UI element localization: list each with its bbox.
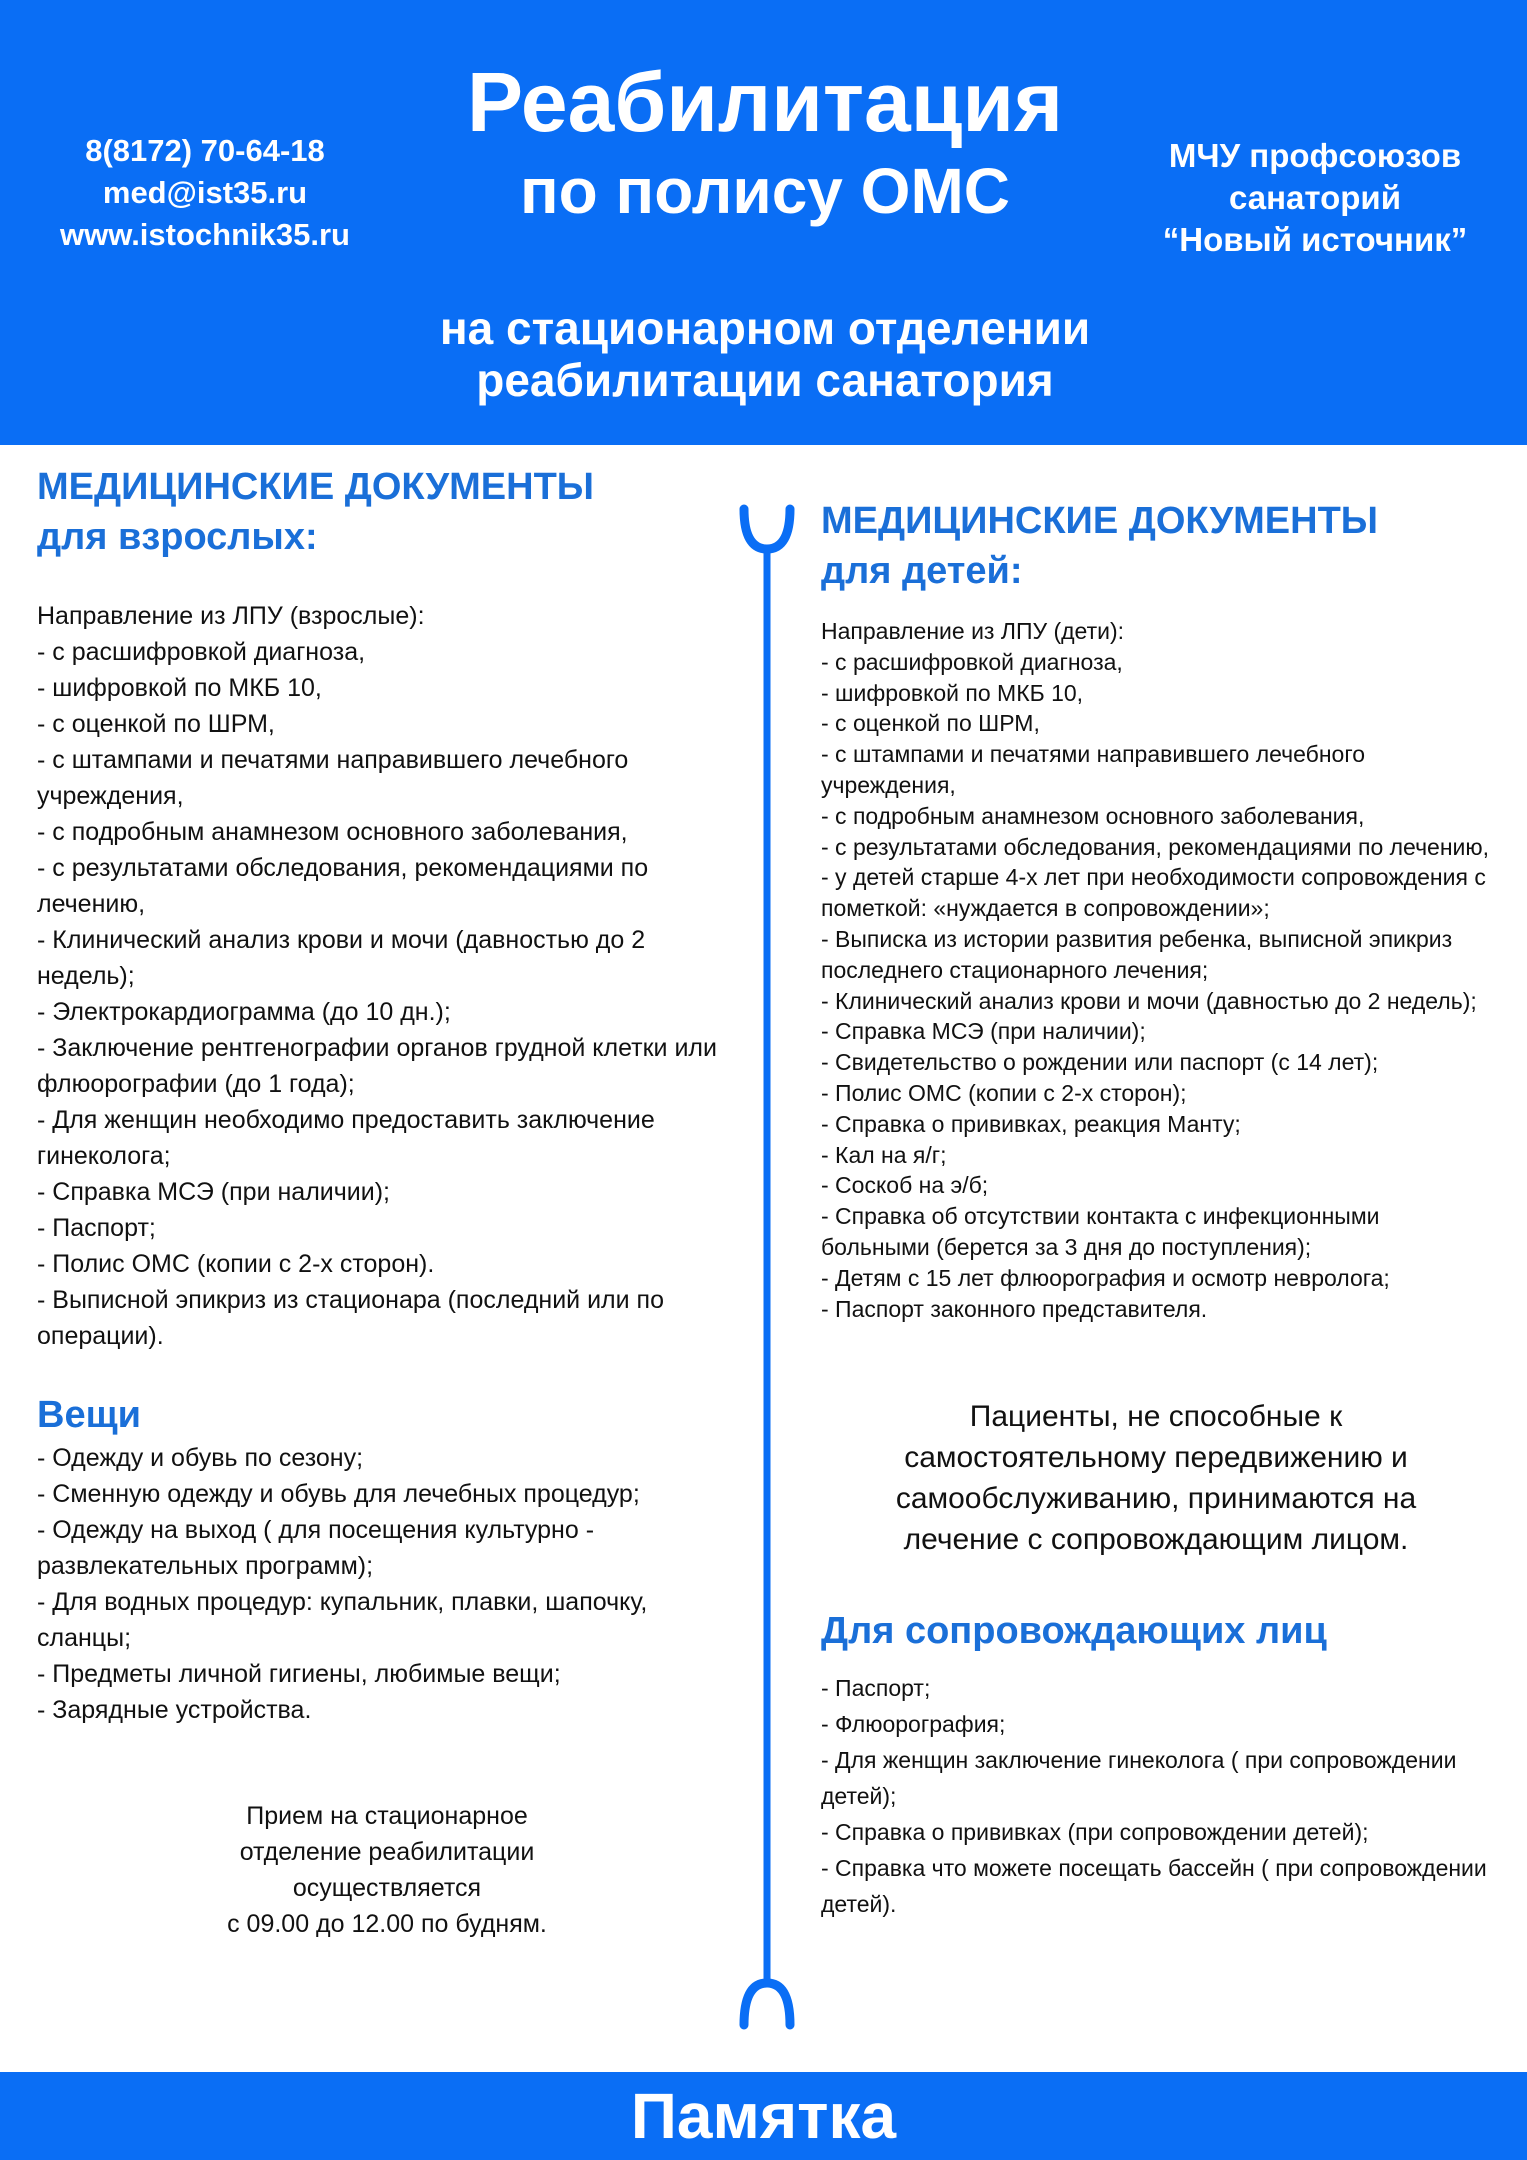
footer-banner bbox=[0, 2072, 1527, 2160]
list-item: - Предметы личной гигиены, любимые вещи; bbox=[37, 1660, 561, 1688]
list-item: - с штампами и печатями направившего лечебного учреждения, bbox=[821, 741, 1366, 798]
patients-line-4: лечение с сопровождающим лицом. bbox=[903, 1523, 1409, 1557]
list-item: - с результатами обследования, рекомендациями по лечению, bbox=[37, 854, 649, 918]
subtitle-line-2: реабилитации санатория bbox=[476, 354, 1054, 406]
children-docs-heading bbox=[821, 496, 1491, 596]
list-item: Направление из ЛПУ (дети): bbox=[821, 618, 1125, 644]
list-item: - с оценкой по ШРМ, bbox=[821, 710, 1040, 737]
list-item: - Детям с 15 лет флюорография и осмотр невролога; bbox=[821, 1264, 1390, 1291]
list-item: - Для женщин необходимо предоставить заключение гинеколога; bbox=[37, 1106, 655, 1170]
title-line-1: Реабилитация bbox=[466, 55, 1064, 149]
list-item: - Одежду и обувь по сезону; bbox=[37, 1444, 364, 1472]
list-item: - Справка МСЭ (при наличии); bbox=[37, 1178, 390, 1206]
list-item: - с результатами обследования, рекомендациями по лечению, bbox=[821, 833, 1490, 860]
list-item: - Полис ОМС (копии с 2-х сторон). bbox=[37, 1250, 435, 1278]
page-title bbox=[380, 52, 1150, 230]
list-item: - шифровкой по МКБ 10, bbox=[821, 679, 1084, 706]
list-item: - Справка о прививках, реакция Манту; bbox=[821, 1110, 1241, 1137]
list-item: - Справка МСЭ (при наличии); bbox=[821, 1018, 1146, 1045]
adults-column bbox=[37, 462, 747, 1942]
list-item: - Клинический анализ крови и мочи (давностью до 2 недель); bbox=[821, 987, 1477, 1014]
list-item: - с подробным анамнезом основного заболевания, bbox=[37, 818, 628, 846]
list-item: - с подробным анамнезом основного заболевания, bbox=[821, 802, 1365, 829]
org-line-2: санаторий bbox=[1228, 179, 1401, 216]
list-item: - Паспорт законного представителя. bbox=[821, 1295, 1208, 1322]
admission-hours-note bbox=[37, 1798, 737, 1942]
column-divider bbox=[732, 495, 802, 2035]
list-item: - Флюорография; bbox=[821, 1711, 1006, 1738]
email-address: med@ist35.ru bbox=[102, 175, 308, 210]
org-line-1: МЧУ профсоюзов bbox=[1168, 137, 1462, 174]
things-list bbox=[37, 1440, 747, 1728]
children-heading-line-1: МЕДИЦИНСКИЕ ДОКУМЕНТЫ bbox=[821, 500, 1379, 542]
subtitle-line-1: на стационарном отделении bbox=[439, 302, 1091, 354]
adults-heading-line-2: для взрослых: bbox=[37, 516, 318, 558]
hours-line-1: Прием на стационарное bbox=[246, 1802, 528, 1830]
list-item: - Справка что можете посещать бассейн ( при сопровождении детей). bbox=[821, 1855, 1487, 1918]
list-item: - с расшифровкой диагноза, bbox=[37, 638, 366, 666]
list-item: - Клинический анализ крови и мочи (давностью до 2 недель); bbox=[37, 926, 646, 990]
list-item: - Заключение рентгенографии органов грудной клетки или флюорографии (до 1 года); bbox=[37, 1034, 717, 1098]
adults-heading-line-1: МЕДИЦИНСКИЕ ДОКУМЕНТЫ bbox=[37, 466, 595, 508]
website-url: www.istochnik35.ru bbox=[60, 217, 350, 252]
organization-block bbox=[1130, 135, 1500, 261]
list-item: - Паспорт; bbox=[821, 1675, 931, 1702]
list-item: - Полис ОМС (копии с 2-х сторон); bbox=[821, 1079, 1187, 1106]
adults-docs-list bbox=[37, 598, 747, 1354]
patients-line-2: самостоятельному передвижению и bbox=[904, 1441, 1408, 1475]
list-item: - Для женщин заключение гинеколога ( при сопровождении детей); bbox=[821, 1747, 1457, 1810]
list-item: - шифровкой по МКБ 10, bbox=[37, 674, 322, 702]
children-column bbox=[821, 496, 1491, 1922]
list-item: - Электрокардиограмма (до 10 дн.); bbox=[37, 998, 451, 1026]
list-item: - Кал на я/г; bbox=[821, 1141, 947, 1168]
list-item: - Зарядные устройства. bbox=[37, 1696, 312, 1724]
list-item: - Соскоб на э/б; bbox=[821, 1172, 989, 1199]
adults-docs-heading bbox=[37, 462, 747, 562]
hours-line-4: с 09.00 до 12.00 по будням. bbox=[227, 1910, 547, 1938]
title-line-2: по полису ОМС bbox=[520, 155, 1010, 227]
escorts-heading: Для сопровождающих лиц bbox=[821, 1610, 1327, 1653]
list-item: - у детей старше 4-х лет при необходимости сопровождения с пометкой: «нуждается в сопровождении»; bbox=[821, 864, 1486, 922]
patients-line-3: самообслуживанию, принимаются на bbox=[895, 1482, 1417, 1516]
children-docs-list bbox=[821, 616, 1491, 1324]
children-heading-line-2: для детей: bbox=[821, 550, 1023, 592]
footer-label: Памятка bbox=[630, 2080, 897, 2152]
escorts-list bbox=[821, 1670, 1491, 1922]
list-item: - Справка о прививках (при сопровождении детей); bbox=[821, 1819, 1369, 1846]
hours-line-3: осуществляется bbox=[292, 1874, 482, 1902]
list-item: - Свидетельство о рождении или паспорт (с 14 лет); bbox=[821, 1049, 1379, 1076]
list-item: - Паспорт; bbox=[37, 1214, 156, 1242]
phone-number: 8(8172) 70-64-18 bbox=[85, 133, 325, 168]
hours-line-2: отделение реабилитации bbox=[239, 1838, 535, 1866]
contacts-block bbox=[20, 130, 390, 256]
header-banner bbox=[0, 0, 1527, 445]
list-item: - Сменную одежду и обувь для лечебных процедур; bbox=[37, 1480, 640, 1508]
patients-note bbox=[821, 1396, 1491, 1560]
list-item: - Для водных процедур: купальник, плавки, шапочку, сланцы; bbox=[37, 1588, 648, 1652]
list-item: - Одежду на выход ( для посещения культурно - развлекательных программ); bbox=[37, 1516, 595, 1580]
list-item: - Выписной эпикриз из стационара (последний или по операции). bbox=[37, 1286, 664, 1350]
patients-line-1: Пациенты, не способные к bbox=[969, 1400, 1343, 1434]
list-item: Направление из ЛПУ (взрослые): bbox=[37, 602, 425, 630]
list-item: - с расшифровкой диагноза, bbox=[821, 648, 1123, 675]
list-item: - Справка об отсутствии контакта с инфекционными больными (берется за 3 дня до поступления); bbox=[821, 1203, 1380, 1260]
page-subtitle bbox=[300, 302, 1230, 406]
org-line-3: “Новый источник” bbox=[1162, 221, 1468, 258]
list-item: - с штампами и печатями направившего лечебного учреждения, bbox=[37, 746, 629, 810]
list-item: - Выписка из истории развития ребенка, выписной эпикриз последнего стационарного лечения; bbox=[821, 925, 1453, 983]
list-item: - с оценкой по ШРМ, bbox=[37, 710, 275, 738]
things-heading: Вещи bbox=[37, 1394, 141, 1436]
